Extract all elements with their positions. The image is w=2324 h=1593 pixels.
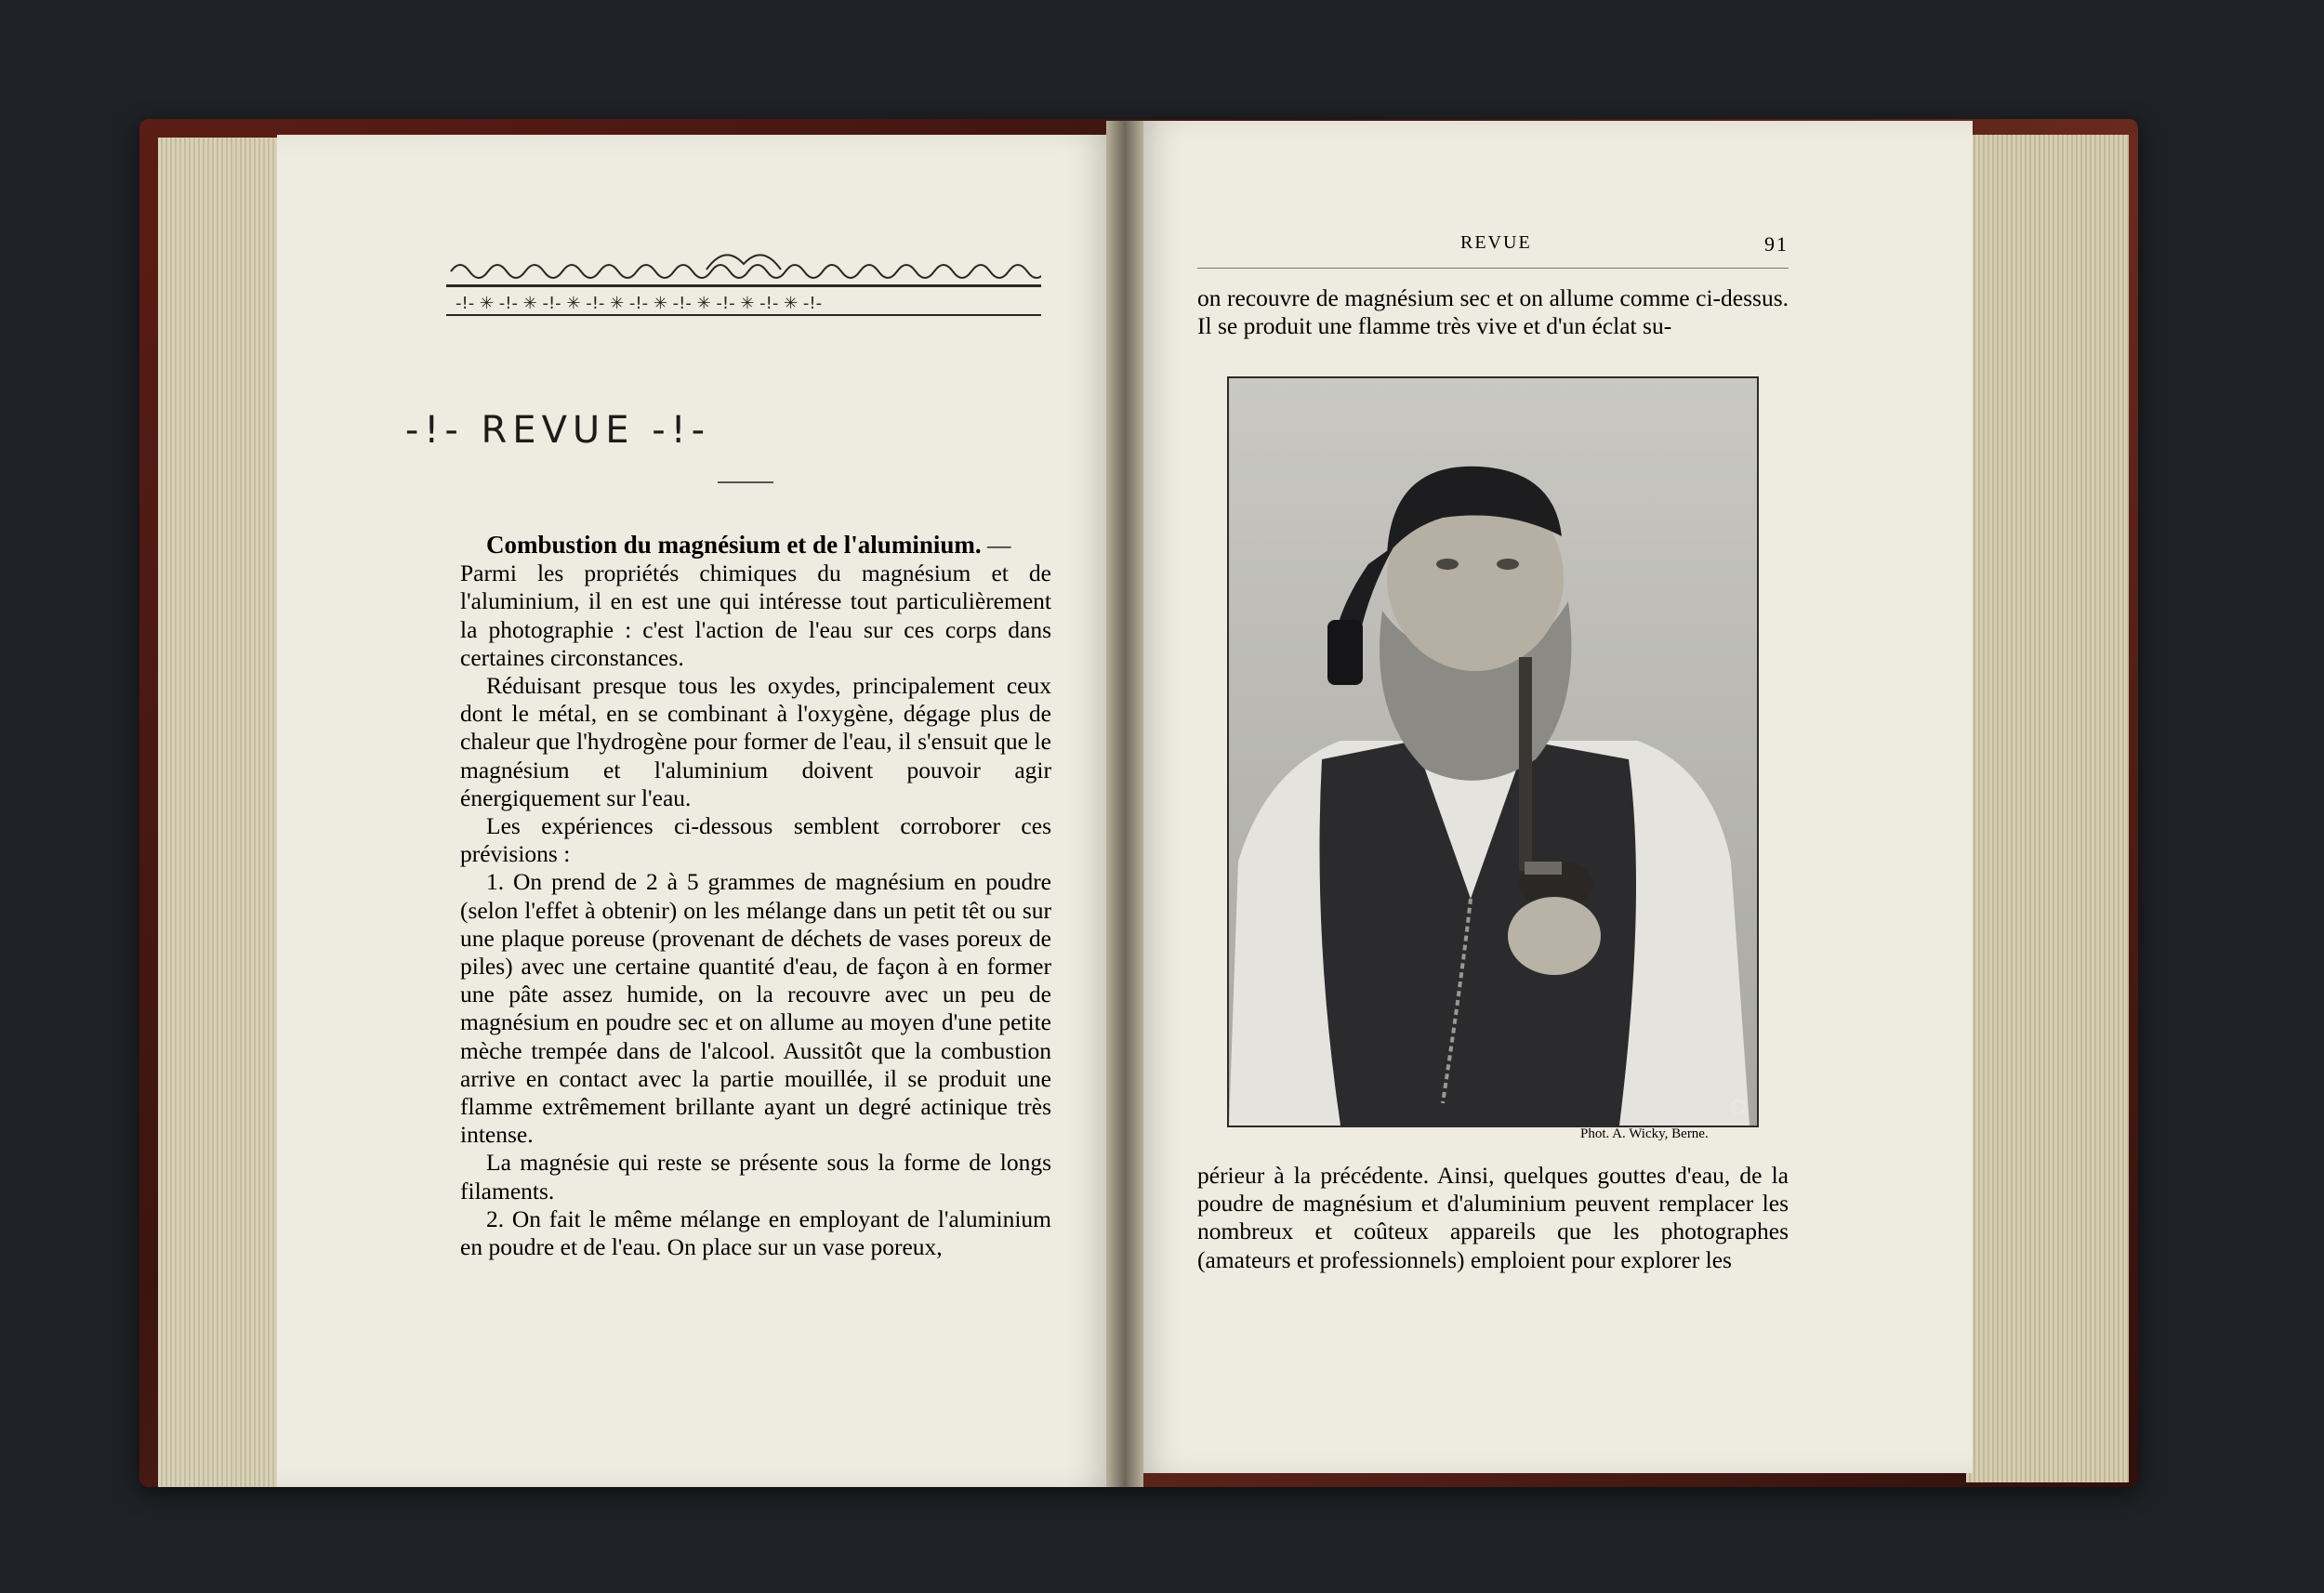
section-title bbox=[0, 409, 1116, 452]
left-page-text bbox=[460, 531, 1051, 1261]
photo-credit: Phot. A. Wicky, Berne. bbox=[1580, 1126, 1709, 1141]
right-page-edges bbox=[1966, 135, 2129, 1482]
section-title-text: REVUE bbox=[481, 409, 635, 452]
paragraph: La magnésie qui reste se présente sous la forme de longs filaments. bbox=[460, 1149, 1051, 1205]
paragraph: on recouvre de magnésium sec et on allume comme ci-dessus. Il se produit une flamme très vive et d'un éclat su- bbox=[1197, 284, 1789, 340]
paragraph: périeur à la précédente. Ainsi, quelques gouttes d'eau, de la poudre de magnésium et d'aluminium peuvent remplacer les nombreux et coûteux appareils que les photographes (amateurs et professionnels) emploient pour explorer les bbox=[1197, 1162, 1789, 1273]
paragraph: 2. On fait le même mélange en employant de l'aluminium en poudre et de l'eau. On place sur un vase poreux, bbox=[460, 1205, 1051, 1261]
book-gutter bbox=[1106, 121, 1143, 1487]
paragraph: Les expériences ci-dessous semblent corroborer ces prévisions : bbox=[460, 812, 1051, 868]
portrait-photograph bbox=[1227, 376, 1759, 1127]
paragraph: 1. On prend de 2 à 5 grammes de magnésium en poudre (selon l'effet à obtenir) on les mélange dans un petit têt ou sur une plaque poreuse (provenant de déchets de vases poreux de piles) avec une certaine quantité d'eau, de façon à en former une pâte assez humide, on la recouvre avec un peu de magnésium en poudre sec et on allume au moyen d'une petite mèche trempée dans de l'alcool. Aussitôt que la combustion arrive en contact avec la partie mouillée, il se produit une flamme extrêmement brillante ayant un degré actinique très intense. bbox=[460, 868, 1051, 1149]
title-flourish-left: -!- bbox=[404, 409, 464, 452]
title-rule bbox=[718, 481, 773, 483]
running-head-title: REVUE bbox=[1460, 232, 1532, 253]
paragraph: Parmi les propriétés chimiques du magnésium et de l'aluminium, il en est une qui intéresse tout particulièrement la photographie : c'est l'action de l'eau sur ces corps dans certaines circonstances. bbox=[460, 560, 1051, 671]
heading-paragraph bbox=[460, 531, 1051, 560]
running-head-rule bbox=[1197, 268, 1789, 269]
portrait-illustration bbox=[1229, 378, 1757, 1126]
right-page-bottom-text bbox=[1197, 1162, 1789, 1274]
page-number: 91 bbox=[1764, 232, 1789, 256]
right-page-top-text bbox=[1197, 284, 1789, 340]
article-heading: Combustion du magnésium et de l'aluminium. bbox=[486, 531, 982, 559]
title-flourish-right: -!- bbox=[652, 409, 711, 452]
paragraph: Réduisant presque tous les oxydes, principalement ceux dont le métal, en se combinant à l'oxygène, dégage plus de chaleur que l'hydrogène pour former de l'eau, il s'ensuit que le magnésium et l'aluminium doivent pouvoir agir énergiquement sur l'eau. bbox=[460, 672, 1051, 811]
heading-dash: — bbox=[981, 532, 1011, 559]
svg-text:-!- ✳ -!- ✳ -!- ✳ -!- ✳: -!- ✳ -!- ✳ -!- ✳ -!- ✳ -!- ✳ -!- ✳ -!- ✳ -!- ✳ -!- bbox=[456, 294, 823, 313]
ornament-band bbox=[446, 244, 1041, 318]
